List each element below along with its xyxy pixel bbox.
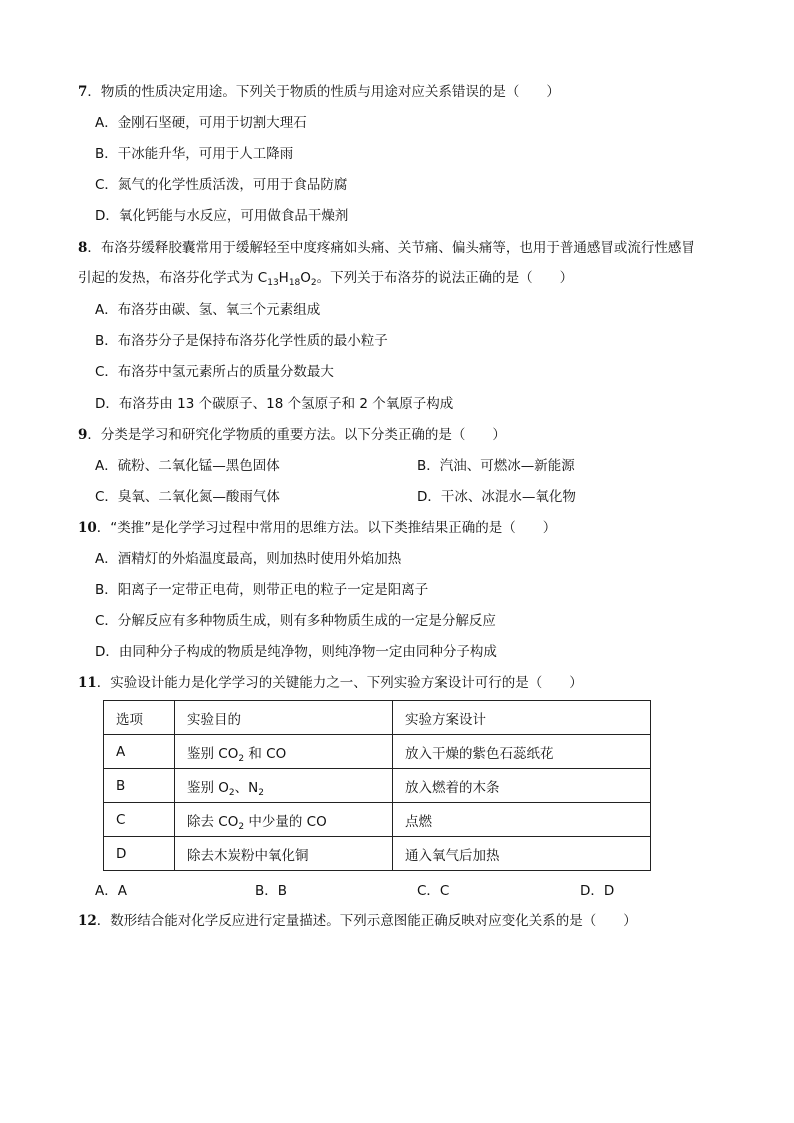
option-c: C．分解反应有多种物质生成，则有多种物质生成的一定是分解反应	[95, 613, 496, 629]
option-d: D．由同种分子构成的物质是纯净物，则纯净物一定由同种分子构成	[95, 644, 497, 660]
question-number: 7	[78, 84, 88, 100]
subscript: 2	[258, 787, 264, 798]
option-c: C．氮气的化学性质活泼，可用于食品防腐	[95, 177, 348, 193]
question-stem-line1: ．布洛芬缓释胶囊常用于缓解轻至中度疼痛如头痛、关节痛、偏头痛等，也用于普通感冒或流行性感冒	[87, 240, 695, 256]
purpose-text: 和 CO	[244, 745, 287, 762]
formula-o: O	[300, 270, 311, 286]
row-option: C	[104, 803, 175, 837]
table-header-row	[104, 701, 651, 735]
answer-c: C．C	[417, 883, 450, 899]
row-plan: 点燃	[393, 803, 651, 837]
row-option: A	[104, 735, 175, 769]
header-option: 选项	[104, 701, 175, 735]
option-b: B．干冰能升华，可用于人工降雨	[95, 146, 294, 162]
question-8-line2	[78, 268, 573, 288]
question-number: 12	[78, 913, 97, 929]
row-plan: 放入干燥的紫色石蕊纸花	[393, 735, 651, 769]
option-d: D．干冰、冰混水—氧化物	[417, 489, 576, 505]
answer-a: A．A	[95, 883, 127, 899]
question-9	[78, 425, 506, 445]
question-number: 8	[78, 240, 88, 256]
option-c: C．臭氧、二氧化氮—酸雨气体	[95, 489, 280, 505]
subscript: 18	[288, 278, 301, 288]
row-plan: 放入燃着的木条	[393, 769, 651, 803]
question-12	[78, 911, 637, 931]
row-plan: 通入氧气后加热	[393, 837, 651, 871]
experiment-table	[103, 700, 651, 871]
row-purpose: 除去木炭粉中氧化铜	[175, 837, 393, 871]
question-number: 9	[78, 427, 88, 443]
option-b: B．阳离子一定带正电荷，则带正电的粒子一定是阳离子	[95, 582, 429, 598]
purpose-text: 中少量的 CO	[244, 813, 327, 830]
row-purpose	[175, 735, 393, 769]
option-a: A．布洛芬由碳、氢、氧三个元素组成	[95, 302, 321, 318]
question-stem: ．物质的性质决定用途。下列关于物质的性质与用途对应关系错误的是（ ）	[87, 84, 560, 100]
row-option: D	[104, 837, 175, 871]
purpose-text: 除去 CO	[187, 813, 239, 830]
option-a: A．硫粉、二氧化锰—黑色固体	[95, 458, 280, 474]
table-row	[104, 769, 651, 803]
option-b: B．布洛芬分子是保持布洛芬化学性质的最小粒子	[95, 333, 388, 349]
answer-d: D．D	[580, 883, 615, 899]
question-stem: ．实验设计能力是化学学习的关键能力之一、下列实验方案设计可行的是（ ）	[96, 675, 583, 691]
question-stem-line2-end: 。下列关于布洛芬的说法正确的是（ ）	[316, 270, 574, 286]
question-8	[78, 238, 695, 258]
header-plan: 实验方案设计	[393, 701, 651, 735]
purpose-text: 鉴别 O	[187, 779, 229, 796]
answer-b: B．B	[255, 883, 288, 899]
question-number: 11	[78, 675, 97, 691]
question-7	[78, 82, 560, 102]
question-stem-line2: 引起的发热，布洛芬化学式为 C	[78, 270, 268, 286]
table-row	[104, 803, 651, 837]
option-c: C．布洛芬中氢元素所占的质量分数最大	[95, 364, 334, 380]
purpose-text: 、N	[234, 779, 259, 796]
row-option: B	[104, 769, 175, 803]
question-stem: ．“类推”是化学学习过程中常用的思维方法。以下类推结果正确的是（ ）	[96, 520, 557, 536]
option-b: B．汽油、可燃冰—新能源	[417, 458, 575, 474]
question-stem: ．数形结合能对化学反应进行定量描述。下列示意图能正确反映对应变化关系的是（ ）	[96, 913, 637, 929]
question-10	[78, 518, 556, 538]
header-purpose: 实验目的	[175, 701, 393, 735]
option-d: D．氧化钙能与水反应，可用做食品干燥剂	[95, 208, 349, 224]
question-stem: ．分类是学习和研究化学物质的重要方法。以下分类正确的是（ ）	[87, 427, 506, 443]
option-d: D．布洛芬由 13 个碳原子、18 个氢原子和 2 个氧原子构成	[95, 396, 454, 412]
subscript: 2	[228, 787, 235, 798]
question-number: 10	[78, 520, 97, 536]
subscript: 2	[310, 278, 317, 288]
option-a: A．金刚石坚硬，可用于切割大理石	[95, 115, 307, 131]
row-purpose	[175, 769, 393, 803]
formula-h: H	[278, 270, 289, 286]
subscript: 2	[238, 821, 245, 832]
subscript: 2	[238, 753, 245, 764]
row-purpose	[175, 803, 393, 837]
purpose-text: 鉴别 CO	[187, 745, 239, 762]
option-a: A．酒精灯的外焰温度最高，则加热时使用外焰加热	[95, 551, 402, 567]
subscript: 13	[267, 278, 279, 288]
question-11	[78, 673, 583, 693]
table-row	[104, 735, 651, 769]
table-row	[104, 837, 651, 871]
